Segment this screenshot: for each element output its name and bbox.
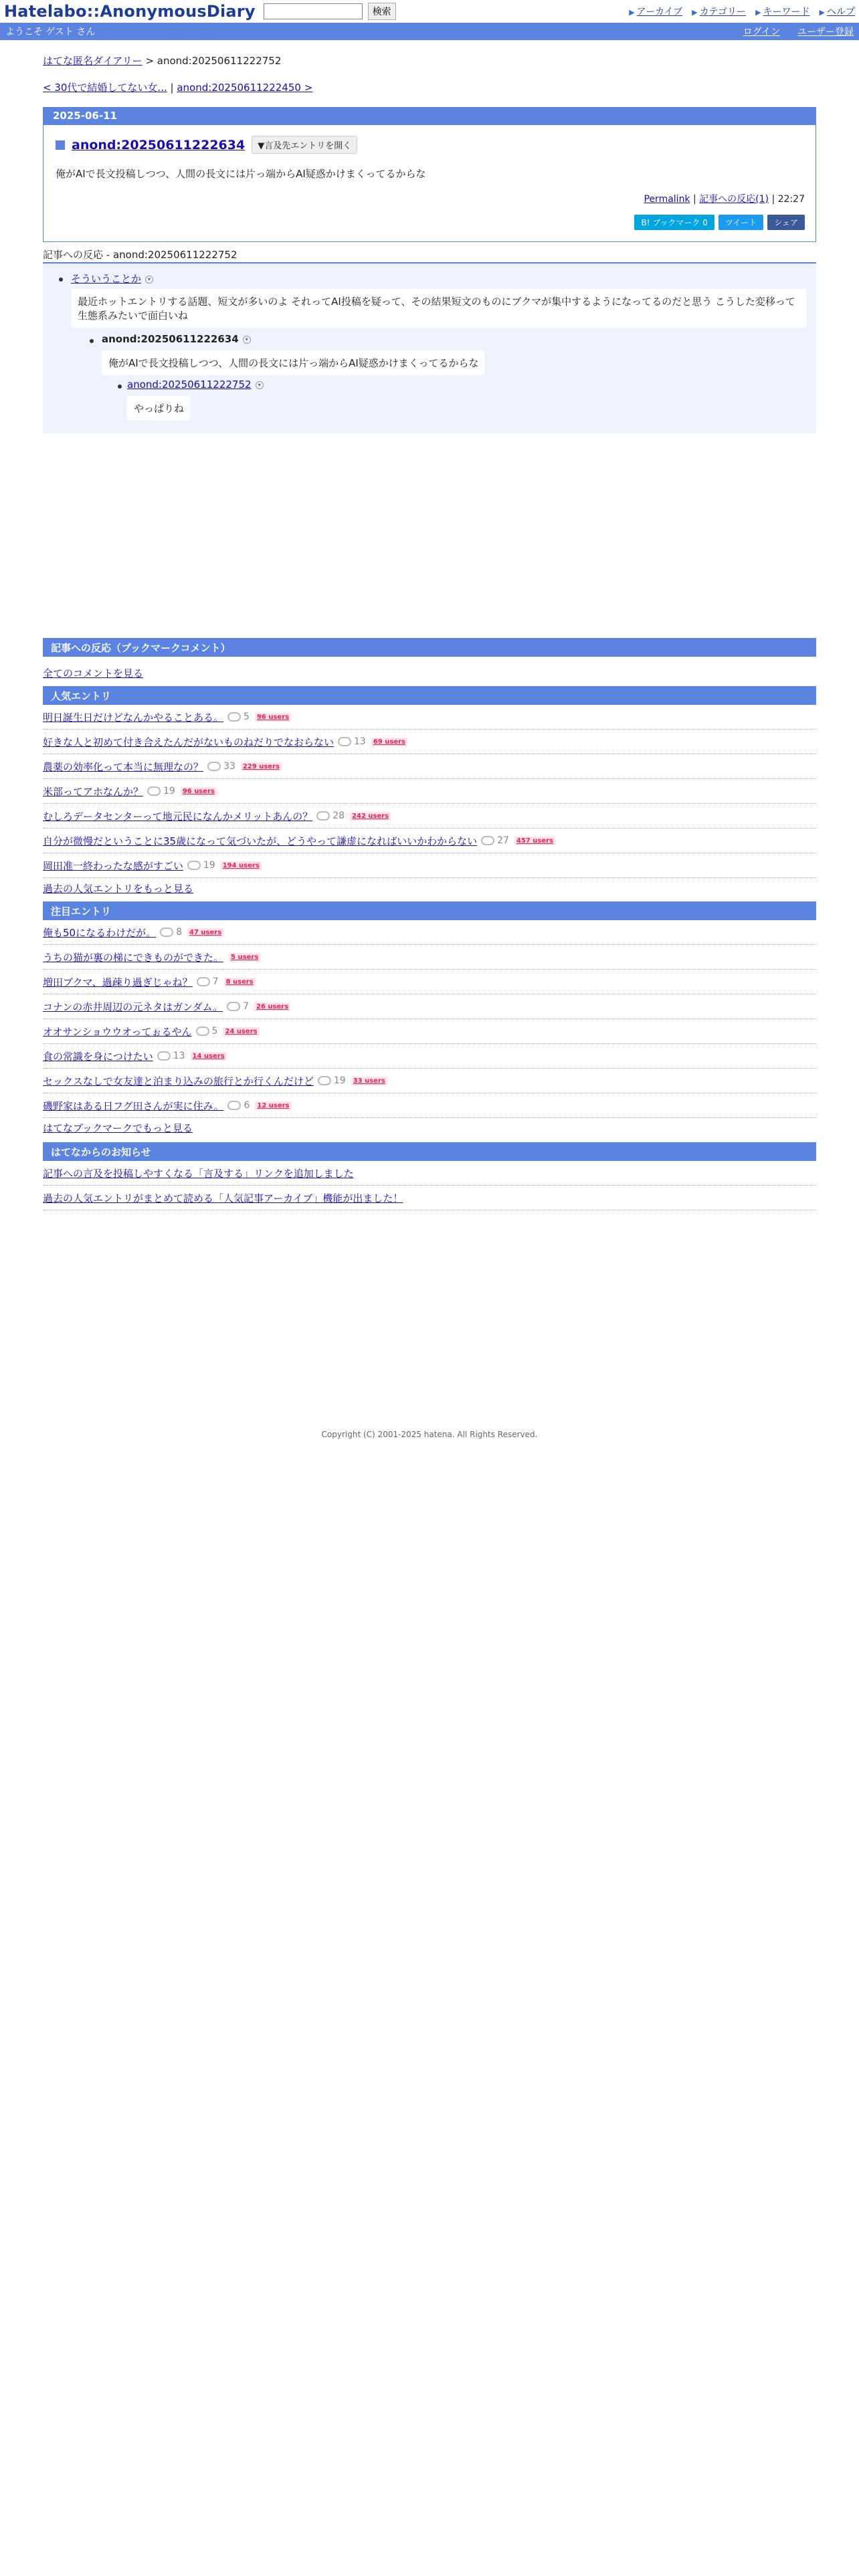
- triangle-icon: ▶: [755, 8, 761, 17]
- users-badge[interactable]: 47 users: [187, 928, 223, 937]
- comment-bubble-icon: [187, 861, 201, 870]
- entry-row: [43, 1044, 816, 1069]
- pager: [43, 80, 816, 94]
- triangle-icon: ▶: [629, 8, 635, 17]
- comment-count: 7: [197, 976, 219, 987]
- entry-box: [43, 107, 816, 242]
- top-nav: [629, 5, 855, 18]
- users-badge[interactable]: 24 users: [223, 1027, 259, 1036]
- comment-bubble-icon: [160, 928, 173, 937]
- reaction-text-3: やっぱりね: [127, 396, 191, 421]
- entry-link[interactable]: オオサンショウウオってぉるやん: [43, 1025, 192, 1038]
- entry-link[interactable]: セックスなしで女友達と泊まり込みの旅行とか行くんだけど: [43, 1075, 314, 1087]
- entry-link[interactable]: 自分が微慢だということに35歳になって気づいたが、どうやって謙虚になればいいかわからない: [43, 835, 478, 847]
- users-badge[interactable]: 26 users: [254, 1002, 290, 1011]
- comment-bubble-icon: [227, 1101, 241, 1110]
- comment-bubble-icon: [196, 1027, 209, 1036]
- user-bar: [0, 23, 859, 40]
- search-button[interactable]: 検索: [368, 3, 396, 20]
- entry-body: 俺がAIで長文投稿しつつ、人間の長文には片っ端からAI疑惑かけまくってるからな: [56, 168, 426, 180]
- comment-count: 19: [187, 860, 215, 871]
- comment-count: 5: [227, 712, 250, 722]
- users-badge[interactable]: 8 users: [224, 978, 256, 986]
- comment-count: 19: [147, 786, 175, 796]
- breadcrumb-current: anond:20250611222752: [157, 55, 282, 67]
- entry-link[interactable]: コナンの赤井周辺の元ネタはガンダム。: [43, 1000, 223, 1013]
- chevron-down-icon[interactable]: ▾: [145, 276, 153, 284]
- comment-bubble-icon: [197, 977, 210, 986]
- nav-archive[interactable]: アーカイブ: [636, 7, 683, 17]
- users-badge[interactable]: 69 users: [371, 738, 407, 746]
- comment-bubble-icon: [207, 762, 221, 771]
- comment-bubble-icon: [147, 786, 161, 796]
- reactions-heading: 記事への反応 - anond:20250611222752: [43, 249, 237, 261]
- notable-more-link[interactable]: はてなブックマークでもっと見る: [43, 1122, 193, 1134]
- top-bar: [0, 0, 859, 23]
- entry-row: [43, 1093, 816, 1118]
- entry-date: 2025-06-11: [43, 108, 816, 125]
- comment-bubble-icon: [318, 1076, 331, 1085]
- users-badge[interactable]: 457 users: [514, 837, 555, 845]
- entry-row: [43, 829, 816, 853]
- reaction-text-1: 最近ホットエントリする話題、短文が多いのよ それってAI投稿を疑って、その結果短文のものにブクマが集中するようになってるのだと思う こうした変移って生態系みたいで面白いね: [71, 289, 807, 328]
- users-badge[interactable]: 96 users: [181, 787, 217, 796]
- entry-link[interactable]: 増田ブクマ、過疎り過ぎじゃね？: [43, 976, 193, 988]
- comment-count: 5: [196, 1026, 218, 1037]
- reaction-title-2: anond:20250611222634: [102, 333, 239, 345]
- comment-count: 6: [227, 1100, 250, 1111]
- entry-link[interactable]: うちの猫が裏の梯にできものができた。: [43, 951, 224, 964]
- comment-bubble-icon: [338, 737, 351, 746]
- reactions-link[interactable]: 記事への反応(1): [699, 194, 769, 205]
- entry-row: [43, 994, 816, 1019]
- reaction-title-1[interactable]: そういうことか: [71, 273, 142, 285]
- users-badge[interactable]: 33 users: [351, 1077, 387, 1085]
- bookmark-comments-heading: 記事への反応（ブックマークコメント）: [43, 638, 816, 657]
- entry-row: [43, 804, 816, 829]
- comment-bubble-icon: [481, 836, 494, 845]
- comment-bubble-icon: [316, 811, 330, 821]
- open-reference-button[interactable]: ▼言及先エントリを開く: [252, 136, 357, 154]
- triangle-icon: ▶: [819, 8, 825, 17]
- comment-count: 33: [207, 761, 235, 772]
- square-icon: [56, 140, 65, 150]
- notable-heading: 注目エントリ: [43, 901, 816, 920]
- news-item: [43, 1186, 816, 1210]
- bookmark-button[interactable]: B! ブックマーク 0: [634, 215, 714, 230]
- users-badge[interactable]: 5 users: [229, 953, 260, 962]
- popular-more-link[interactable]: 過去の人気エントリをもっと見る: [43, 883, 194, 895]
- comment-count: 13: [157, 1051, 185, 1061]
- entry-row: [43, 970, 816, 994]
- site-logo[interactable]: Hatelabo::AnonymousDiary: [4, 2, 256, 21]
- news-link-1[interactable]: 記事への言及を投稿しやすくなる「言及する」リンクを追加しました: [43, 1167, 354, 1180]
- entry-title-link[interactable]: anond:20250611222634: [72, 137, 246, 152]
- all-comments-link[interactable]: 全てのコメントを見る: [43, 667, 144, 679]
- users-badge[interactable]: 242 users: [350, 812, 391, 821]
- entry-link[interactable]: 岡田准一終わったな感がすごい: [43, 859, 183, 872]
- comment-count: 27: [481, 835, 509, 846]
- nav-help[interactable]: ヘルプ: [827, 7, 855, 17]
- pager-separator: |: [170, 82, 174, 94]
- tweet-button[interactable]: ツイート: [719, 215, 763, 230]
- entry-row: [43, 1019, 816, 1044]
- bullet-icon: [118, 385, 122, 389]
- entry-row: [43, 853, 816, 878]
- entry-row: [43, 754, 816, 779]
- share-buttons: [634, 215, 805, 230]
- entry-link[interactable]: 磯野家はある日フグ田さんが実に住み。: [43, 1099, 224, 1112]
- entry-link[interactable]: 俺も50になるわけだが。: [43, 926, 157, 939]
- users-badge[interactable]: 229 users: [241, 762, 282, 771]
- entry-row: [43, 1069, 816, 1093]
- entry-row: [43, 730, 816, 754]
- next-entry-link[interactable]: anond:20250611222450 >: [177, 82, 313, 94]
- comment-count: 19: [318, 1075, 346, 1086]
- comment-bubble-icon: [227, 1002, 240, 1011]
- breadcrumb: [43, 53, 816, 68]
- footer: Copyright (C) 2001-2025 hatena. All Rights Reserved.: [321, 1430, 538, 1439]
- login-link[interactable]: ログイン: [743, 27, 780, 37]
- comment-bubble-icon: [227, 712, 241, 722]
- entry-link[interactable]: 好きな人と初めて付き合えたんだがないものねだりでなおらない: [43, 736, 335, 748]
- welcome-text: ようこそ ゲスト さん: [5, 27, 96, 37]
- chevron-down-icon[interactable]: ▾: [243, 336, 251, 344]
- entry-time: 22:27: [777, 194, 805, 205]
- reactions-tree: [43, 262, 816, 433]
- entry-row: [43, 705, 816, 730]
- breadcrumb-home[interactable]: はてな匿名ダイアリー: [43, 55, 142, 67]
- users-badge[interactable]: 12 users: [255, 1101, 291, 1110]
- entry-link[interactable]: むしろデータセンターって地元民になんかメリットあんの？: [43, 810, 313, 823]
- comment-count: 7: [227, 1001, 249, 1012]
- entry-meta: Permalink | 記事への反応(1) | 22:27: [644, 194, 805, 205]
- nav-keyword[interactable]: キーワード: [763, 7, 810, 17]
- popular-heading: 人気エントリ: [43, 686, 816, 705]
- reaction-title-3[interactable]: anond:20250611222752: [127, 379, 252, 391]
- entry-link[interactable]: 明日誕生日だけどなんかやることある。: [43, 711, 224, 724]
- entry-row: [43, 945, 816, 970]
- users-badge[interactable]: 14 users: [191, 1052, 227, 1061]
- bullet-icon: [59, 278, 63, 282]
- users-badge[interactable]: 96 users: [255, 713, 291, 722]
- news-link-2[interactable]: 過去の人気エントリがまとめて読める「人気記事アーカイブ」機能が出ました！: [43, 1192, 403, 1204]
- breadcrumb-separator: >: [145, 55, 155, 67]
- prev-entry-link[interactable]: < 30代で結婚してない女...: [43, 82, 167, 94]
- entry-link[interactable]: 米部ってアホなんか？: [43, 785, 144, 798]
- news-item: [43, 1161, 816, 1186]
- comment-bubble-icon: [157, 1051, 171, 1061]
- entry-row: [43, 920, 816, 945]
- comment-count: 8: [160, 927, 182, 938]
- entry-link[interactable]: 農薬の効率化って本当に無理なの？: [43, 760, 204, 773]
- triangle-icon: ▶: [692, 8, 698, 17]
- entry-link[interactable]: 食の常識を身につけたい: [43, 1050, 153, 1063]
- share-button[interactable]: シェア: [767, 215, 805, 230]
- chevron-down-icon[interactable]: ▾: [256, 381, 264, 389]
- reaction-text-2: 俺がAIで長文投稿しつつ、人間の長文には片っ端からAI疑惑かけまくってるからな: [102, 350, 485, 375]
- register-link[interactable]: ユーザー登録: [797, 27, 854, 37]
- users-badge[interactable]: 194 users: [221, 861, 262, 870]
- news-heading: はてなからのお知らせ: [43, 1142, 816, 1161]
- comment-count: 13: [338, 736, 366, 747]
- permalink[interactable]: Permalink: [644, 194, 690, 205]
- nav-category[interactable]: カテゴリー: [699, 7, 747, 17]
- entry-row: [43, 779, 816, 804]
- search-input[interactable]: [264, 3, 363, 19]
- bullet-icon: [90, 339, 94, 343]
- comment-count: 28: [316, 811, 345, 821]
